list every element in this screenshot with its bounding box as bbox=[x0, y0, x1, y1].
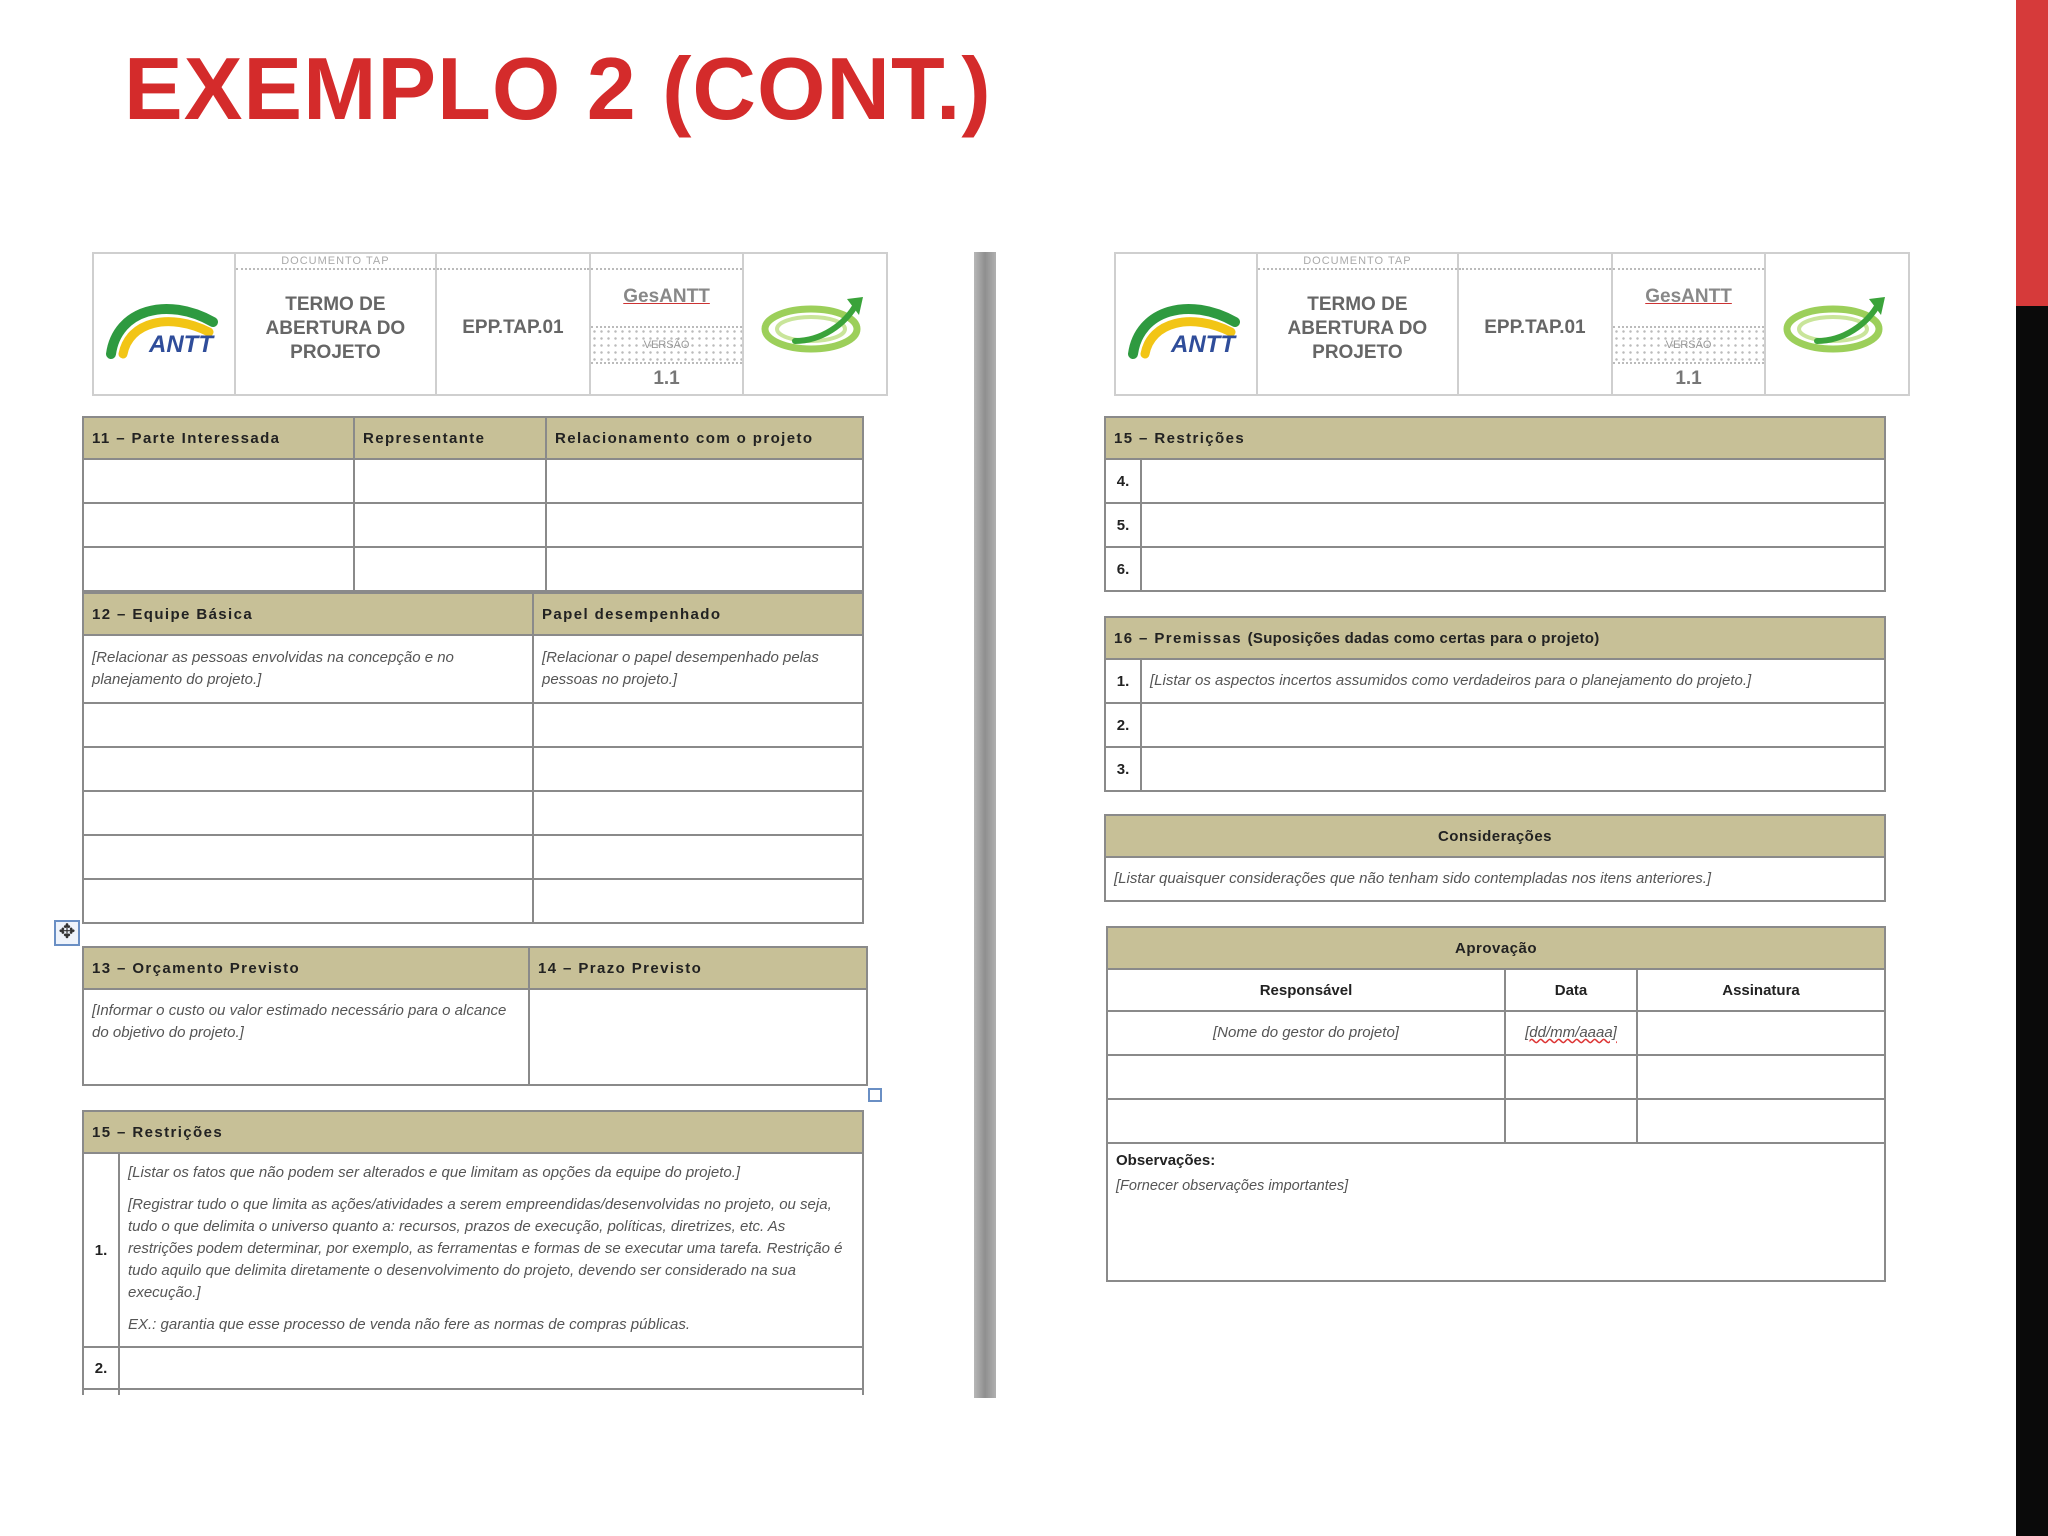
table-cell[interactable] bbox=[533, 747, 863, 791]
table-resize-handle[interactable] bbox=[868, 1088, 882, 1102]
table-move-handle[interactable]: ✥ bbox=[54, 920, 80, 946]
col-representante: Representante bbox=[354, 417, 546, 459]
doc-code-cell bbox=[1459, 254, 1613, 394]
doc-type-label: DOCUMENTO TAP bbox=[236, 254, 435, 270]
table-cell[interactable] bbox=[546, 503, 863, 547]
table-cell[interactable] bbox=[1107, 1099, 1505, 1143]
table-cell[interactable] bbox=[83, 503, 354, 547]
table-cell[interactable] bbox=[83, 747, 533, 791]
row-number: 1. bbox=[1105, 659, 1141, 703]
prazo-cell[interactable] bbox=[529, 989, 867, 1085]
date-hint[interactable]: [dd/mm/aaaa] bbox=[1505, 1011, 1637, 1055]
consideracoes-header: Considerações bbox=[1105, 815, 1885, 857]
assinatura-cell[interactable] bbox=[1637, 1011, 1885, 1055]
table-cell[interactable] bbox=[533, 791, 863, 835]
observacoes-hint: [Fornecer observações importantes] bbox=[1116, 1178, 1349, 1194]
table-premissas bbox=[1104, 616, 1886, 792]
restricao-example: EX.: garantia que esse processo de venda não fere as normas de compras públicas. bbox=[128, 1316, 690, 1333]
equipe-hint[interactable]: [Relacionar as pessoas envolvidas na concepção e no planejamento do projeto.] bbox=[83, 635, 533, 703]
table-cell[interactable] bbox=[354, 547, 546, 591]
table-cell[interactable] bbox=[83, 791, 533, 835]
code-label bbox=[1459, 254, 1611, 270]
antt-logo bbox=[1116, 254, 1258, 394]
area-name: GesANTT bbox=[623, 286, 710, 307]
doc-code-cell bbox=[437, 254, 591, 394]
leaf-arrow-logo bbox=[744, 254, 886, 394]
col-assinatura: Assinatura bbox=[1637, 969, 1885, 1011]
table-equipe-basica bbox=[82, 592, 864, 924]
premissa-2-cell[interactable] bbox=[1141, 703, 1885, 747]
restricao-4-cell[interactable] bbox=[1141, 459, 1885, 503]
table-cell[interactable] bbox=[83, 459, 354, 503]
table-cell[interactable] bbox=[546, 547, 863, 591]
restricao-1-cell[interactable] bbox=[119, 1153, 863, 1347]
logo-text: ANTT bbox=[1170, 331, 1235, 358]
doc-title-cell bbox=[236, 254, 437, 394]
row-number: 6. bbox=[1105, 547, 1141, 591]
table-restricoes-left bbox=[82, 1110, 864, 1395]
aprovacao-header: Aprovação bbox=[1107, 927, 1885, 969]
restricao-5-cell[interactable] bbox=[1141, 503, 1885, 547]
col-relacionamento: Relacionamento com o projeto bbox=[546, 417, 863, 459]
doc-code: EPP.TAP.01 bbox=[462, 317, 564, 338]
antt-logo-icon bbox=[105, 288, 223, 360]
logo-text: ANTT bbox=[148, 331, 213, 358]
doc-header-right bbox=[1114, 252, 1910, 396]
accent-bar-black bbox=[2016, 306, 2048, 1536]
doc-title-cell bbox=[1258, 254, 1459, 394]
restricoes-header: 15 – Restrições bbox=[83, 1111, 863, 1153]
table-cell[interactable] bbox=[1107, 1055, 1505, 1099]
table-cell[interactable] bbox=[1505, 1099, 1637, 1143]
table-cell[interactable] bbox=[533, 703, 863, 747]
version-label: VERSÃO bbox=[591, 326, 743, 364]
table-cell[interactable] bbox=[533, 835, 863, 879]
table-consideracoes bbox=[1104, 814, 1886, 902]
restricao-hint-1: [Listar os fatos que não podem ser alterados e que limitam as opções da equipe do projeto.] bbox=[128, 1164, 741, 1181]
row-number: 2. bbox=[83, 1347, 119, 1389]
doc-area-cell bbox=[591, 254, 745, 394]
table-cell[interactable] bbox=[83, 879, 533, 923]
table-cell[interactable] bbox=[546, 459, 863, 503]
col-equipe-basica: 12 – Equipe Básica bbox=[83, 593, 533, 635]
col-data: Data bbox=[1505, 969, 1637, 1011]
version-value: 1.1 bbox=[653, 368, 680, 389]
row-number: 2. bbox=[1105, 703, 1141, 747]
slide-title: EXEMPLO 2 (CONT.) bbox=[124, 39, 992, 138]
leaf-arrow-logo bbox=[1766, 254, 1908, 394]
premissa-3-cell[interactable] bbox=[1141, 747, 1885, 791]
doc-code: EPP.TAP.01 bbox=[1484, 317, 1586, 338]
papel-hint[interactable]: [Relacionar o papel desempenhado pelas pessoas no projeto.] bbox=[533, 635, 863, 703]
table-orcamento-prazo bbox=[82, 946, 868, 1086]
antt-logo bbox=[94, 254, 236, 394]
doc-area-cell bbox=[1613, 254, 1767, 394]
premissa-hint[interactable]: [Listar os aspectos incertos assumidos como verdadeiros para o planejamento do projeto.] bbox=[1141, 659, 1885, 703]
row-number: 1. bbox=[83, 1153, 119, 1347]
consideracoes-hint[interactable]: [Listar quaisquer considerações que não tenham sido contempladas nos itens anteriores.] bbox=[1105, 857, 1885, 901]
doc-title: TERMO DE ABERTURA DO PROJETO bbox=[1287, 294, 1428, 363]
table-cell[interactable] bbox=[83, 835, 533, 879]
col-parte-interessada: 11 – Parte Interessada bbox=[83, 417, 354, 459]
restricao-hint-2: [Registrar tudo o que limita as ações/atividades a serem empreendidas/desenvolvidas no projeto, ou seja, tudo o que delimita o universo quanto a: recursos, prazos de execução, políticas, diretrizes, etc. As restrições podem determinar, por exemplo, as ferramentas e formas de se executar uma tarefa. Restrição é tudo aquilo que delimita diretamente o desenvolvimento do projeto, devendo ser considerado na sua execução.] bbox=[128, 1196, 843, 1301]
table-cell[interactable] bbox=[533, 879, 863, 923]
premissas-subtitle: (Suposições dadas como certas para o projeto) bbox=[1247, 629, 1600, 647]
premissas-title: 16 – Premissas bbox=[1114, 629, 1243, 647]
col-papel-desempenhado: Papel desempenhado bbox=[533, 593, 863, 635]
observacoes-cell[interactable] bbox=[1107, 1143, 1885, 1281]
table-cell[interactable] bbox=[354, 459, 546, 503]
row-number: 4. bbox=[1105, 459, 1141, 503]
area-label bbox=[591, 254, 743, 270]
row-number: 3. bbox=[1105, 747, 1141, 791]
col-orcamento-previsto: 13 – Orçamento Previsto bbox=[83, 947, 529, 989]
col-responsavel: Responsável bbox=[1107, 969, 1505, 1011]
code-label bbox=[437, 254, 589, 270]
doc-title: TERMO DE ABERTURA DO PROJETO bbox=[265, 294, 406, 363]
table-cell[interactable] bbox=[1505, 1055, 1637, 1099]
accent-bar-red bbox=[2016, 0, 2048, 306]
table-cell[interactable] bbox=[83, 703, 533, 747]
table-aprovacao bbox=[1106, 926, 1886, 1282]
premissas-header bbox=[1105, 617, 1885, 659]
area-name: GesANTT bbox=[1645, 286, 1732, 307]
col-prazo-previsto: 14 – Prazo Previsto bbox=[529, 947, 867, 989]
restricoes-header: 15 – Restrições bbox=[1105, 417, 1885, 459]
table-cell[interactable] bbox=[1637, 1099, 1885, 1143]
restricao-2-cell[interactable] bbox=[119, 1347, 863, 1389]
responsavel-hint[interactable]: [Nome do gestor do projeto] bbox=[1107, 1011, 1505, 1055]
table-cell[interactable] bbox=[354, 503, 546, 547]
table-cell[interactable] bbox=[1637, 1055, 1885, 1099]
version-value: 1.1 bbox=[1675, 368, 1702, 389]
leaf-arrow-icon bbox=[759, 289, 871, 359]
leaf-arrow-icon bbox=[1781, 289, 1893, 359]
page-divider bbox=[974, 252, 996, 1398]
orcamento-hint[interactable]: [Informar o custo ou valor estimado necessário para o alcance do objetivo do projeto.] bbox=[83, 989, 529, 1085]
row-number: 5. bbox=[1105, 503, 1141, 547]
restricao-6-cell[interactable] bbox=[1141, 547, 1885, 591]
table-partes-interessadas bbox=[82, 416, 864, 592]
observacoes-label: Observações: bbox=[1116, 1152, 1216, 1169]
doc-header-left bbox=[92, 252, 888, 396]
table-restricoes-right bbox=[1104, 416, 1886, 592]
table-cell[interactable] bbox=[83, 547, 354, 591]
antt-logo-icon bbox=[1127, 288, 1245, 360]
version-label: VERSÃO bbox=[1613, 326, 1765, 364]
area-label bbox=[1613, 254, 1765, 270]
doc-type-label: DOCUMENTO TAP bbox=[1258, 254, 1457, 270]
